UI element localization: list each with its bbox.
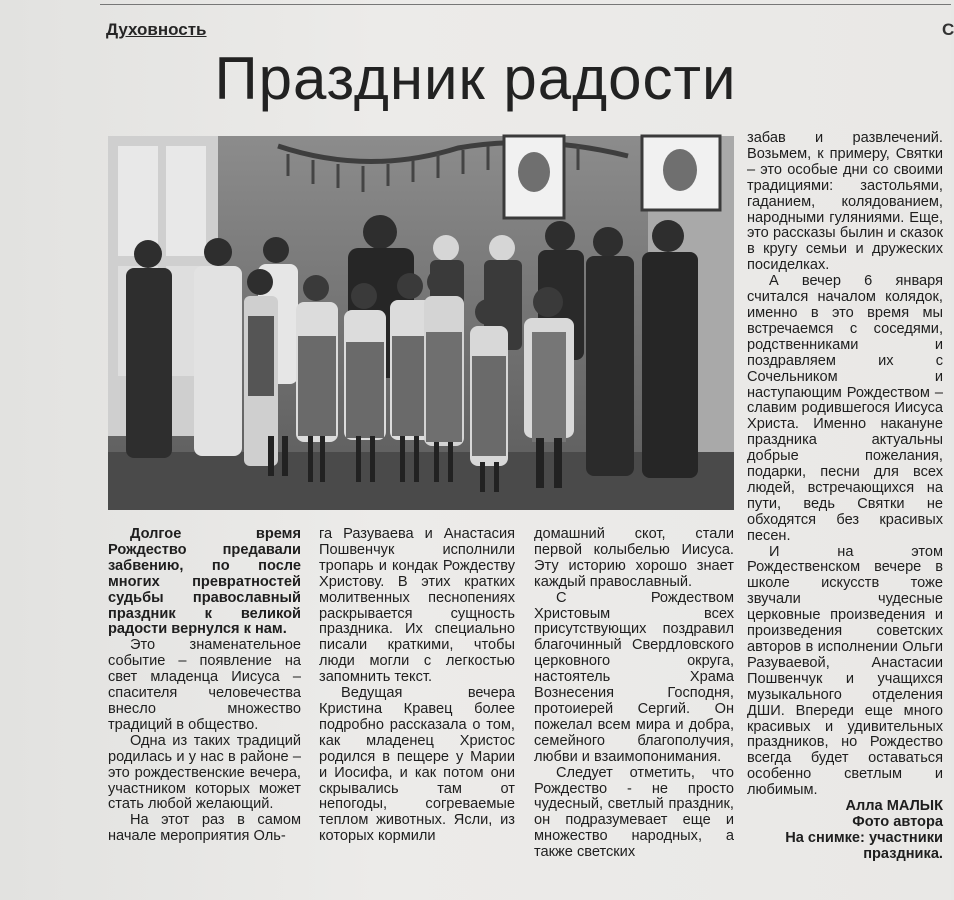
author-name: Алла МАЛЫК — [845, 798, 943, 815]
article-column-4 — [747, 131, 943, 863]
previous-article-cut-strip — [100, 0, 951, 8]
article-paragraph: На этот раз в самом начале мероприятия Оль- — [108, 812, 301, 845]
article-paragraph: А вечер 6 января считался началом колядок, именно в это время мы встречаемся с соседями, родственниками и поздравляем их с Сочельником и наступающим Рождеством – славим родившегося Иисуса Христа. Именно накануне праздника актуальны добрые пожелания, подарки, песни для всех людей, встречающихся на пути, ведь Святки не обходятся без красивых песен. — [747, 273, 943, 544]
article-paragraph: Следует отметить, что Рождество - не просто чудесный, светлый праздник, он подразумевает еще и множество народных, а также светских — [534, 764, 734, 861]
article-paragraph: забав и развлечений. Возьмем, к примеру, Святки – это особые дни со своими традициями: застольями, гаданием, колядованием, народными гуляниями. Еще, это рассказы былин и сказок в кругу семьи и дружеских посиделках. — [747, 130, 943, 274]
article-paragraph: домашний скот, стали первой колыбелью Иисуса. Эту историю хорошо знает каждый православный. — [534, 526, 734, 590]
article-paragraph: С Рождеством Христовым всех присутствующих поздравил благочинный Свердловского церковного округа, настоятель Храма Вознесения Господня, протоиерей Сергий. Он пожелал всем мира и добра, семейного благополучия, любви и взаимопонимания. — [534, 589, 734, 765]
group-photo-image — [108, 136, 734, 510]
photo-caption: На снимке: участники праздника. — [785, 829, 943, 862]
article-lead: Долгое время Рождество предавали забвению, по после многих превратностей судьбы православный праздник к великой радости вернулся к нам. — [108, 526, 301, 638]
cut-off-letter: С — [942, 20, 954, 39]
article-paragraph: га Разуваева и Анастасия Пошвенчук исполнили тропарь и кондак Рождеству Христову. В этих кратких молитвенных песнопениях раскрывается сущность праздника. Их специально писали краткими, чтобы люди могли с легкостью запомнить текст. — [319, 526, 515, 686]
article-column-2 — [319, 527, 515, 845]
article-paragraph: Ведущая вечера Кристина Кравец более подробно рассказала о том, как младенец Христос родился в пещере у Марии и Иосифа, и как потом они скрывались там от непогоды, согреваемые теплом животных. Ясли, из которых кормили — [319, 685, 515, 845]
article-paragraph: И на этом Рождественском вечере в школе искусств тоже звучали чудесные церковные произведения и произведения советских авторов в исполнении Ольги Разуваевой, Анастасии Пошвенчук и учащихся музыкального отделения ДШИ. Впереди еще много красивых и удивительных праздников, но Рождество всегда будет оставаться особенно светлым и любимым. — [747, 543, 943, 799]
section-rubric: Духовность — [106, 20, 207, 39]
photo-credit: Фото автора — [852, 813, 943, 830]
article-paragraph: Одна из таких традиций родилась и у нас в районе – это рождественские вечера, участником которых может стать любой желающий. — [108, 732, 301, 813]
article-title: Праздник радости — [214, 45, 737, 112]
group-photo — [108, 136, 734, 510]
article-column-3 — [534, 527, 734, 861]
article-column-1 — [108, 527, 301, 845]
article-paragraph: Это знаменательное событие – появление на свет младенца Иисуса – спасителя человечества внесло множество традиций в общество. — [108, 637, 301, 733]
